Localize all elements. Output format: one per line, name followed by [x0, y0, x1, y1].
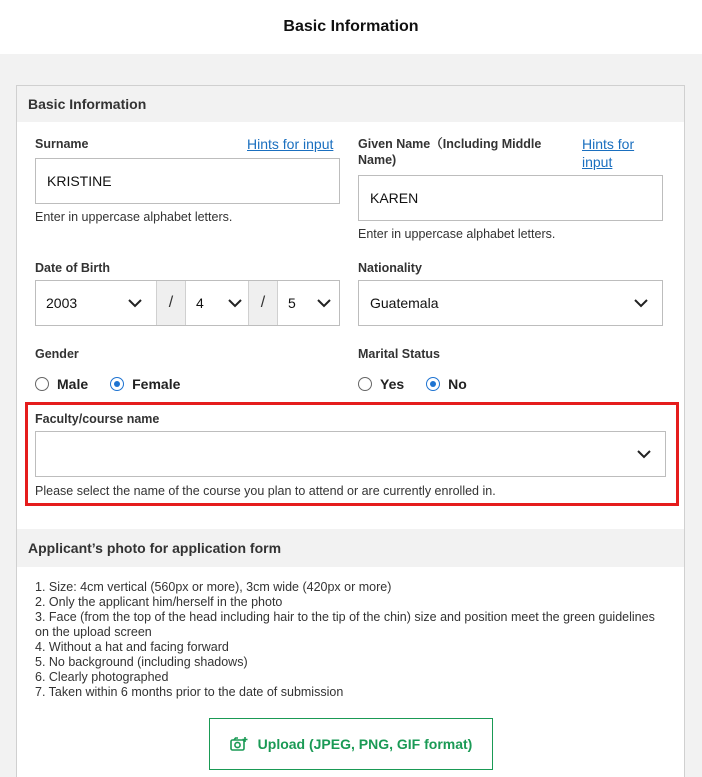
- given-name-help: Enter in uppercase alphabet letters.: [358, 227, 556, 241]
- given-name-label-line1: Given Name（Including Middle: [358, 137, 542, 151]
- faculty-label: Faculty/course name: [35, 412, 160, 426]
- marital-status-label: Marital Status: [358, 347, 440, 361]
- marital-option-yes[interactable]: [358, 376, 404, 392]
- list-item: 7. Taken within 6 months prior to the date of submission: [35, 685, 344, 699]
- dob-day-select[interactable]: [278, 281, 339, 325]
- given-name-label-line2: Name): [358, 153, 397, 167]
- chevron-down-icon: [634, 296, 648, 310]
- dob-day-value: 5: [288, 295, 296, 311]
- dob-month-value: 4: [196, 295, 204, 311]
- photo-requirements-list: [35, 580, 665, 700]
- list-item: 1. Size: 4cm vertical (560px or more), 3cm wide (420px or more): [35, 580, 392, 594]
- gender-label: Gender: [35, 347, 79, 361]
- form-card: [16, 85, 685, 777]
- surname-hints-link[interactable]: Hints for input: [247, 136, 334, 152]
- dob-select-group: [35, 280, 340, 326]
- gender-radio-group: [35, 376, 202, 392]
- faculty-help: Please select the name of the course you plan to attend or are currently enrolled in.: [35, 484, 496, 498]
- nationality-label: Nationality: [358, 261, 422, 275]
- date-separator: /: [156, 281, 186, 325]
- radio-checked-icon[interactable]: [110, 377, 124, 391]
- gender-option-label: Female: [132, 376, 181, 392]
- chevron-down-icon: [228, 296, 242, 310]
- dob-year-value: 2003: [46, 295, 78, 311]
- chevron-down-icon: [317, 296, 331, 310]
- nationality-select[interactable]: [358, 280, 663, 326]
- gender-option-label: Male: [57, 376, 89, 392]
- surname-help: Enter in uppercase alphabet letters.: [35, 210, 233, 224]
- chevron-down-icon: [128, 296, 142, 310]
- dob-label: Date of Birth: [35, 261, 110, 275]
- marital-option-label: Yes: [380, 376, 405, 392]
- given-name-input[interactable]: KAREN: [358, 175, 663, 221]
- given-name-hints-line1: Hints for: [582, 136, 635, 152]
- gender-option-male[interactable]: [35, 376, 88, 392]
- gender-option-female[interactable]: [110, 376, 180, 392]
- surname-label: Surname: [35, 137, 89, 151]
- chevron-down-icon: [637, 447, 651, 461]
- radio-unchecked-icon[interactable]: [358, 377, 372, 391]
- upload-photo-button[interactable]: [209, 718, 493, 770]
- radio-checked-icon[interactable]: [426, 377, 440, 391]
- faculty-course-select[interactable]: [35, 431, 666, 477]
- list-item: 2. Only the applicant him/herself in the photo: [35, 595, 283, 609]
- list-item: 5. No background (including shadows): [35, 655, 248, 669]
- date-separator: /: [248, 281, 278, 325]
- dob-year-select[interactable]: [36, 281, 156, 325]
- list-item: 3. Face (from the top of the head including hair to the tip of the chin) size and position meet the green guidelines on the upload screen: [35, 610, 655, 639]
- nationality-value: Guatemala: [370, 295, 439, 311]
- given-name-label: [358, 136, 558, 168]
- radio-unchecked-icon[interactable]: [35, 377, 49, 391]
- marital-option-label: No: [448, 376, 467, 392]
- upload-label: Upload (JPEG, PNG, GIF format): [257, 736, 473, 752]
- given-name-hints-link[interactable]: [582, 135, 634, 171]
- page-title: Basic Information: [283, 18, 419, 35]
- given-name-hints-line2: input: [582, 154, 613, 170]
- dob-month-select[interactable]: [186, 281, 248, 325]
- camera-add-icon: [230, 736, 248, 752]
- list-item: 6. Clearly photographed: [35, 670, 169, 684]
- top-bar: [0, 0, 702, 54]
- basic-info-section-title: Basic Information: [17, 86, 684, 122]
- marital-option-no[interactable]: [426, 376, 467, 392]
- list-item: 4. Without a hat and facing forward: [35, 640, 229, 654]
- surname-input[interactable]: KRISTINE: [35, 158, 340, 204]
- photo-section-title: Applicant’s photo for application form: [17, 529, 684, 567]
- marital-radio-group: [358, 376, 489, 392]
